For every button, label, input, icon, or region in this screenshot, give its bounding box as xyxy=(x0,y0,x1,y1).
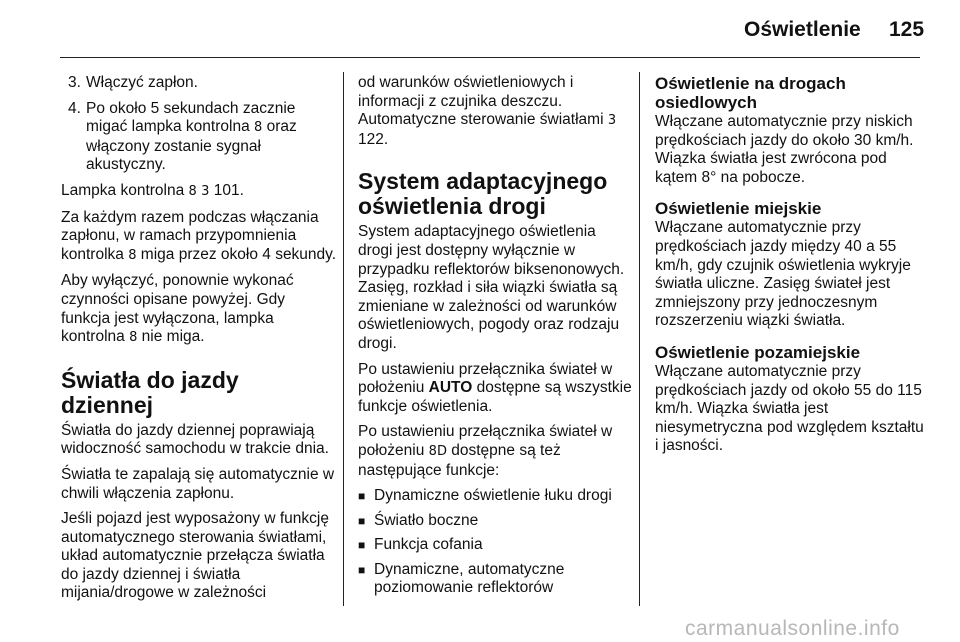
paragraph-text: 101. xyxy=(209,181,244,199)
column-2 xyxy=(358,74,634,604)
headlight-icon: 8D xyxy=(428,443,447,459)
bullet-icon: ■ xyxy=(358,489,366,504)
step-number: 3. xyxy=(68,74,81,91)
paragraph-text: Lampka kontrolna xyxy=(61,181,189,199)
bullet-icon: ■ xyxy=(358,513,366,528)
warning-lamp-icon: 8 xyxy=(128,247,137,263)
column-divider-1 xyxy=(343,72,344,606)
list-item-text: Funkcja cofania xyxy=(374,536,483,554)
page-header xyxy=(0,0,960,58)
list-item-text: Światło boczne xyxy=(374,511,479,529)
paragraph-text: od warunków oświetleniowych i informacji z czujnika deszczu. Automatyczne sterowanie światłami xyxy=(358,74,608,129)
paragraph-text: 122. xyxy=(358,130,389,148)
bullet-icon: ■ xyxy=(358,562,366,577)
paragraph-text: Aby wyłączyć, ponownie wykonać czynności opisane powyżej. Gdy funkcja jest wyłączona, lampka kontrolna xyxy=(61,272,294,346)
paragraph: Światła te zapalają się automatycznie w chwili włączenia zapłonu. xyxy=(61,465,335,502)
step-number: 4. xyxy=(68,99,81,117)
step-text: Włączyć zapłon. xyxy=(86,74,198,91)
page-ref-arrow-icon: 3 xyxy=(201,183,210,199)
list-item xyxy=(358,512,634,531)
section-heading: System adaptacyjnego oświetlenia drogi xyxy=(358,168,608,220)
paragraph: Włączane automatycznie przy prędkościach jazdy od około 55 do 115 km/h. Wiązka światła jest niesymetryczna pod względem kształtu i jasności. xyxy=(655,362,924,455)
column-1 xyxy=(61,74,337,610)
page-title: Oświetlenie xyxy=(744,18,861,41)
list-item xyxy=(358,487,634,506)
subsection-heading: Oświetlenie miejskie xyxy=(655,199,822,219)
step-text: oraz włączony zostanie sygnał akustyczny. xyxy=(86,118,297,174)
paragraph xyxy=(358,361,634,417)
subsection-heading: Oświetlenie na drogach osiedlowych xyxy=(655,74,846,112)
column-3 xyxy=(655,74,925,463)
list-item-text: Dynamiczne, automatyczne poziomowanie reflektorów xyxy=(374,560,565,597)
paragraph xyxy=(358,423,634,480)
list-item xyxy=(358,561,634,598)
warning-lamp-icon: 8 xyxy=(129,330,138,346)
paragraph-text: dostępne są też następujące funkcje: xyxy=(358,441,561,479)
paragraph: Światła do jazdy dziennej poprawiają widoczność samochodu w trakcie dnia. xyxy=(61,421,329,458)
paragraph-text: dostępne są wszystkie funkcje oświetlenia. xyxy=(358,379,632,415)
paragraph: System adaptacyjnego oświetlenia drogi jest dostępny wyłącznie w przypadku reflektorów biksenonowych. Zasięg, rozkład i siła wiązki światła są zmieniane w zależności od warunków oświetleniowych, pogody oraz rodzaju drogi. xyxy=(358,223,625,352)
subsection-heading: Oświetlenie pozamiejskie xyxy=(655,342,861,362)
paragraph-text: nie miga. xyxy=(137,328,205,346)
list-item xyxy=(358,536,634,555)
paragraph-text: Po ustawieniu przełącznika świateł w położeniu xyxy=(358,423,613,459)
header-rule xyxy=(60,57,920,58)
list-item-step-4 xyxy=(61,100,337,175)
paragraph xyxy=(61,209,337,266)
paragraph xyxy=(61,182,337,202)
section-heading: Światła do jazdy dziennej xyxy=(61,366,239,418)
paragraph-text: Za każdym razem podczas włączania zapłonu, w ramach przypomnienia kontrolka xyxy=(61,208,319,263)
column-divider-2 xyxy=(639,72,640,606)
step-text: Po około 5 sekundach zacznie migać lampka kontrolna xyxy=(86,99,296,136)
page-ref-arrow-icon: 3 xyxy=(607,113,617,129)
paragraph xyxy=(61,272,337,347)
page-number: 125 xyxy=(889,18,925,41)
paragraph: Jeśli pojazd jest wyposażony w funkcję automatycznego sterowania światłami, układ automatycznie przełącza światła do jazdy dziennej i światła mijania/drogowe w zależności xyxy=(61,510,329,602)
paragraph-text: miga przez około 4 sekundy. xyxy=(136,245,337,263)
list-item-step-3 xyxy=(61,74,337,93)
watermark: carmanualsonline.info xyxy=(685,617,900,640)
paragraph: Włączane automatycznie przy prędkościach jazdy między 40 a 55 km/h, gdy czujnik oświetlenia wykryje światła uliczne. Zasięg świateł jest zmniejszony przy jednoczesnym rozszerzeniu wiązki światła. xyxy=(655,219,911,330)
paragraph-text: Po ustawieniu przełącznika świateł w położeniu xyxy=(358,360,613,397)
paragraph: Włączane automatycznie przy niskich prędkościach jazdy do około 30 km/h. Wiązka światła jest zwrócona pod kątem 8° na pobocze. xyxy=(655,113,914,186)
auto-label: AUTO xyxy=(428,379,473,397)
list-item-text: Dynamiczne oświetlenie łuku drogi xyxy=(374,487,612,505)
paragraph xyxy=(358,74,634,149)
warning-lamp-icon: 8 xyxy=(254,120,263,136)
warning-lamp-icon: 8 xyxy=(188,183,197,199)
bullet-icon: ■ xyxy=(358,538,366,553)
